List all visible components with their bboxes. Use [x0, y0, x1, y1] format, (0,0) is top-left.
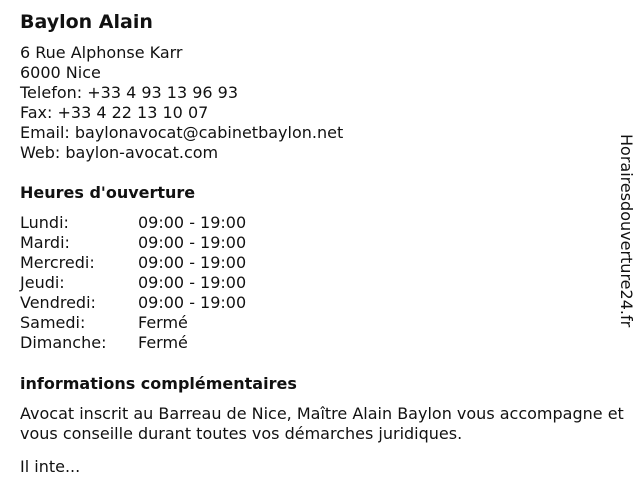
day-label: Lundi:: [20, 213, 69, 232]
phone-line: Telefon: +33 4 93 13 96 93: [20, 83, 239, 102]
fax-line: Fax: +33 4 22 13 10 07: [20, 103, 209, 122]
address-line-2: 6000 Nice: [20, 63, 101, 82]
day-label: Dimanche:: [20, 333, 107, 352]
info-heading: informations complémentaires: [20, 374, 297, 393]
hours-row-tuesday: [20, 233, 320, 253]
day-label: Mardi:: [20, 233, 70, 252]
day-label: Mercredi:: [20, 253, 95, 272]
hours-row-saturday: [20, 313, 320, 333]
email-line: Email: baylonavocat@cabinetbaylon.net: [20, 123, 344, 142]
day-label: Samedi:: [20, 313, 86, 332]
day-label: Jeudi:: [20, 273, 65, 292]
hours-row-sunday: [20, 333, 320, 353]
day-label: Vendredi:: [20, 293, 96, 312]
time-value: Fermé: [138, 313, 188, 332]
time-value: 09:00 - 19:00: [138, 293, 247, 312]
hours-row-monday: [20, 213, 320, 233]
hours-table: [20, 213, 320, 353]
address-line-1: 6 Rue Alphonse Karr: [20, 43, 183, 62]
time-value: 09:00 - 19:00: [138, 233, 247, 252]
business-name: Baylon Alain: [20, 11, 153, 33]
time-value: 09:00 - 19:00: [138, 253, 247, 272]
hours-row-friday: [20, 293, 320, 313]
hours-heading: Heures d'ouverture: [20, 183, 196, 202]
info-description: Avocat inscrit au Barreau de Nice, Maître Alain Baylon vous accompagne et vous conseille durant toutes vos démarches juridiques.: [20, 404, 624, 443]
contact-block: [20, 43, 343, 163]
site-watermark: Horairesdouverture24.fr: [617, 134, 636, 328]
time-value: Fermé: [138, 333, 188, 352]
time-value: 09:00 - 19:00: [138, 273, 247, 292]
info-truncated-text: Il inte...: [20, 457, 81, 476]
hours-row-wednesday: [20, 253, 320, 273]
hours-row-thursday: [20, 273, 320, 293]
web-line: Web: baylon-avocat.com: [20, 143, 219, 162]
time-value: 09:00 - 19:00: [138, 213, 247, 232]
